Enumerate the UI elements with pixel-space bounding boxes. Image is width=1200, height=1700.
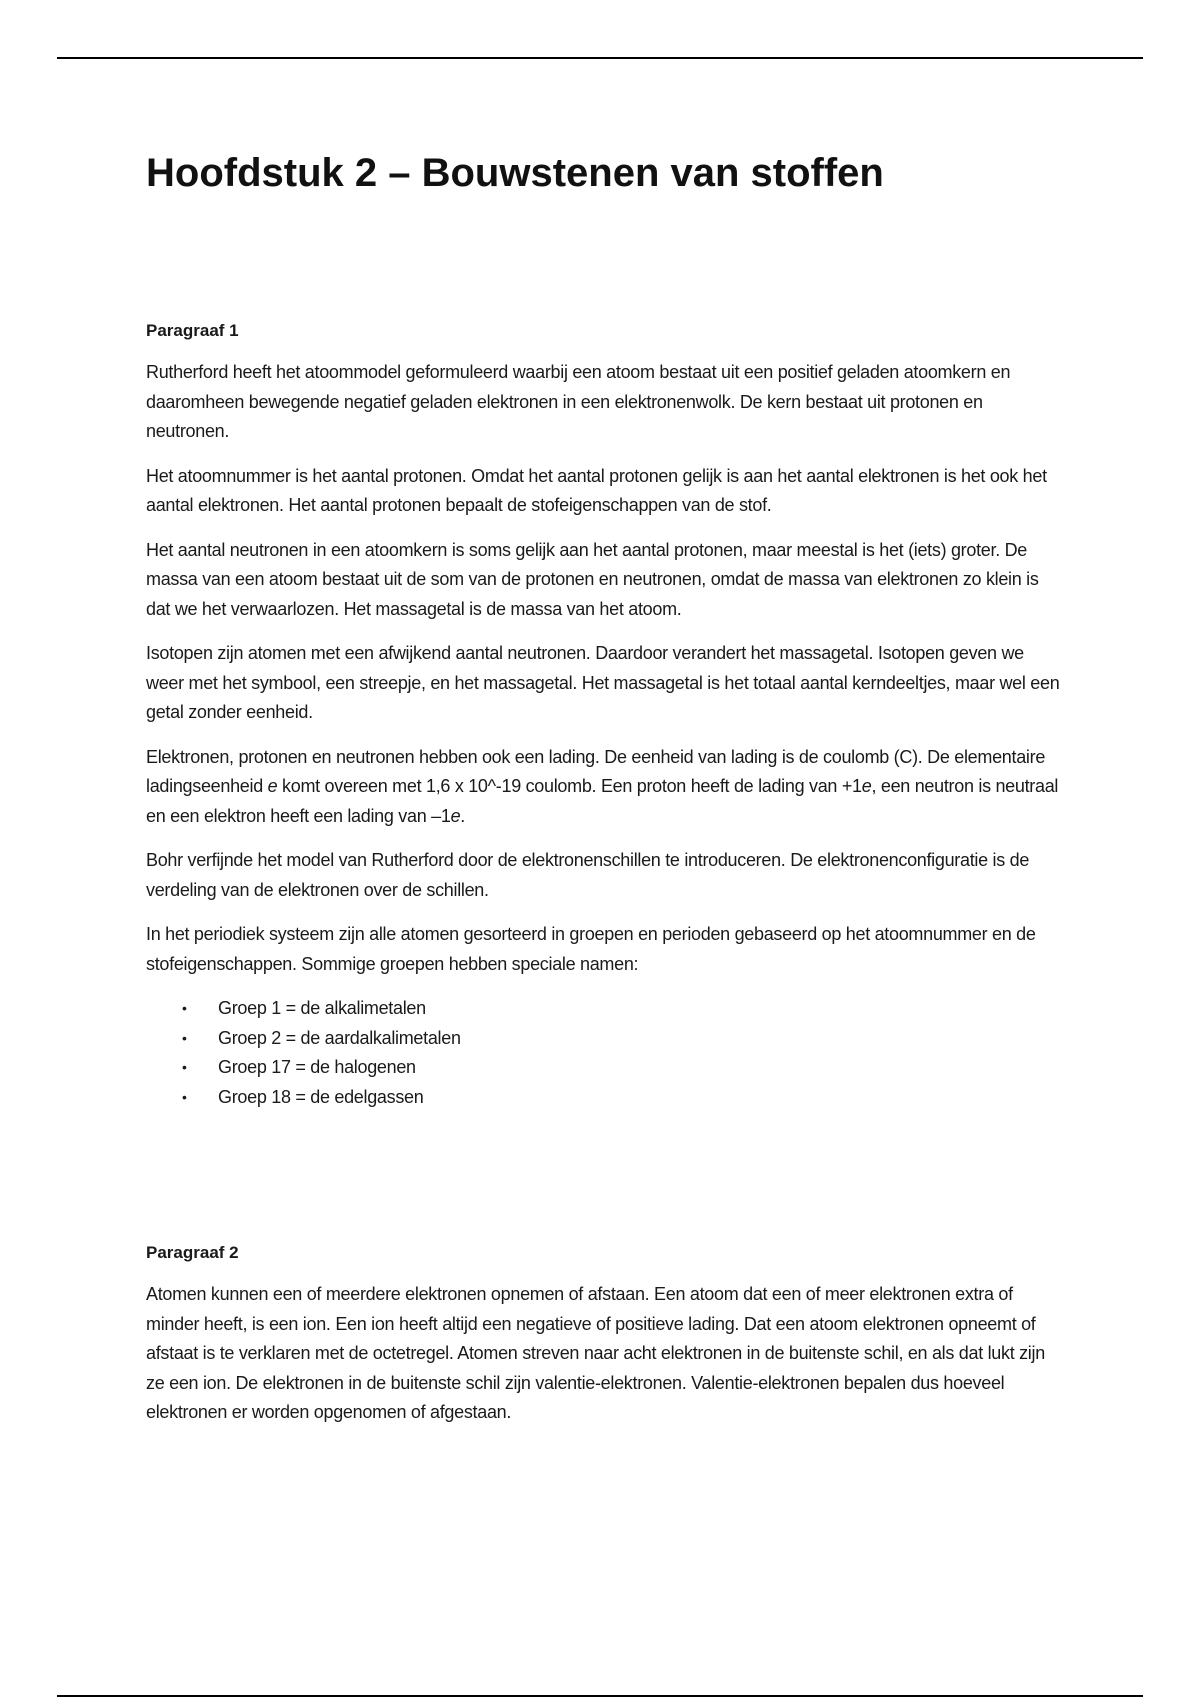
lading-symbol-e: e <box>450 805 461 826</box>
list-item-text: Groep 2 = de aardalkalimetalen <box>218 1027 461 1048</box>
bottom-rule <box>57 1695 1143 1697</box>
lading-text-3: , een neutron is neutraal en een elektron heeft een lading van –1 <box>146 776 1059 826</box>
list-item-text: Groep 17 = de halogenen <box>218 1057 416 1077</box>
list-item-text: Groep 18 = de edelgassen <box>218 1086 424 1107</box>
paragraph-ionen: Atomen kunnen een of meerdere elektronen opnemen of afstaan. Een atoom dat een of meer elektronen extra of minder heeft, is een ion. Een ion heeft altijd een negatieve of positieve lading. Dat een atoom elektronen opneemt of afstaat is te verklaren met de octetregel. Atomen streven naar acht elektronen in de buitenste schil, en als dat lukt zijn ze een ion. De elektronen in de buitenste schil zijn valentie-elektronen. Valentie-elektronen bepalen dus hoeveel elektronen er worden opgenomen of afgestaan. <box>146 1284 1045 1422</box>
groups-list <box>146 994 1066 1112</box>
lading-symbol-e: e <box>861 776 872 796</box>
list-item-text: Groep 1 = de alkalimetalen <box>218 998 426 1018</box>
bullet-icon: • <box>182 1000 187 1016</box>
lading-text-2: komt overeen met 1,6 x 10^-19 coulomb. Een proton heeft de lading van +1 <box>277 776 862 796</box>
paragraph-bohr: Bohr verfijnde het model van Rutherford door de elektronenschillen te introduceren. De elektronenconfiguratie is de verdeling van de elektronen over de schillen. <box>146 850 1030 900</box>
bullet-icon: • <box>182 1059 187 1075</box>
lading-symbol-e: e <box>267 776 278 796</box>
paragraph-rutherford: Rutherford heeft het atoommodel geformuleerd waarbij een atoom bestaat uit een positief geladen atoomkern en daaromheen bewegende negatief geladen elektronen in een elektronenwolk. De kern bestaat uit protonen en neutronen. <box>146 362 1011 441</box>
section-heading: Paragraaf 1 <box>146 321 239 340</box>
paragraph-atoomnummer: Het atoomnummer is het aantal protonen. Omdat het aantal protonen gelijk is aan het aantal elektronen is het ook het aantal elektronen. Het aantal protonen bepaalt de stofeigenschappen van de stof. <box>146 465 1047 515</box>
list-item <box>146 1024 1066 1054</box>
top-rule <box>57 57 1143 59</box>
list-item <box>146 1083 1066 1113</box>
section-paragraaf-1 <box>146 316 1066 1112</box>
document-title: Hoofdstuk 2 – Bouwstenen van stoffen <box>146 151 884 195</box>
section-heading: Paragraaf 2 <box>146 1243 239 1262</box>
paragraph-isotopen: Isotopen zijn atomen met een afwijkend aantal neutronen. Daardoor verandert het massagetal. Isotopen geven we weer met het symbool, een streepje, en het massagetal. Het massagetal is het totaal aantal kerndeeltjes, maar wel een getal zonder eenheid. <box>146 643 1060 722</box>
lading-text-1: Elektronen, protonen en neutronen hebben ook een lading. De eenheid van lading is de coulomb (C). De elementaire ladingseenheid <box>146 746 1046 796</box>
section-paragraaf-2 <box>146 1238 1066 1443</box>
list-item <box>146 1053 1066 1083</box>
paragraph-periodiek-systeem: In het periodiek systeem zijn alle atomen gesorteerd in groepen en perioden gebaseerd op het atoomnummer en de stofeigenschappen. Sommige groepen hebben speciale namen: <box>146 924 1036 974</box>
list-item <box>146 994 1066 1024</box>
lading-text-4: . <box>460 805 465 826</box>
paragraph-neutronen: Het aantal neutronen in een atoomkern is soms gelijk aan het aantal protonen, maar meestal is het (iets) groter. De massa van een atoom bestaat uit de som van de protonen en neutronen, omdat de massa van elektronen zo klein is dat we het verwaarlozen. Het massagetal is de massa van het atoom. <box>146 539 1039 619</box>
bullet-icon: • <box>182 1088 187 1105</box>
bullet-icon: • <box>182 1029 187 1046</box>
paragraph-lading <box>146 743 1066 832</box>
